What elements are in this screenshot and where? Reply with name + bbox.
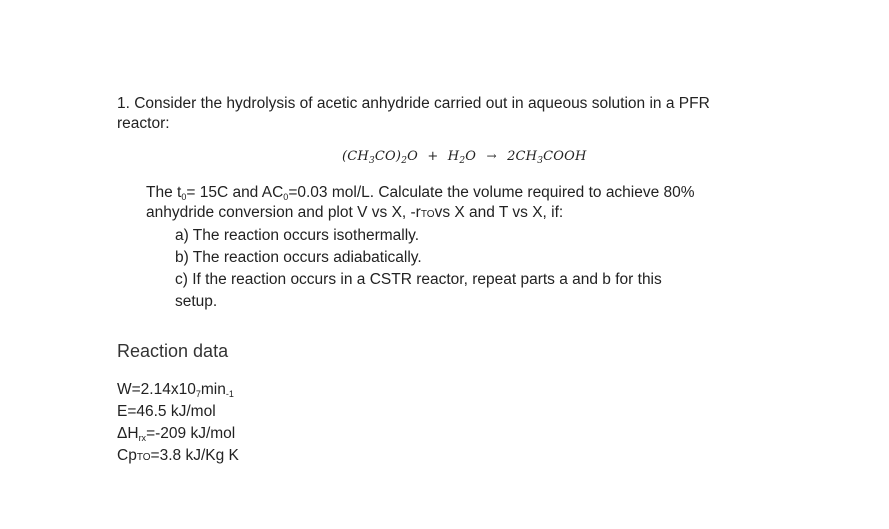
part-b: b) The reaction occurs adiabatically. [175, 249, 422, 266]
given-line-1: The $t_0= 15C$ and $AC_0=0.03$ mol/L. Calculate the volume required to achieve 80% [146, 184, 695, 202]
reaction-equation [342, 146, 587, 171]
question-line-2: reactor: [117, 115, 170, 132]
part-a: a) The reaction occurs isothermally. [175, 227, 420, 244]
eq-plus: + [427, 149, 439, 164]
data-e: E=46.5 kJ/mol [117, 403, 216, 420]
data-cp: CpTO=3.8 kJ/Kg K [117, 447, 239, 464]
part-c-line-1: c) If the reaction occurs in a CSTR reactor, repeat parts a and b for this [175, 271, 662, 288]
reaction-data-heading: Reaction data [117, 341, 229, 361]
eq-reactant-2: $H_2O$ [447, 149, 477, 166]
eq-reactant-1: $(CH_3CO)_2O$ [342, 149, 418, 166]
eq-product: $2CH_3COOH$ [507, 149, 587, 166]
data-delta-h: $\Delta H_{rx}=-209$ kJ/mol [117, 425, 236, 443]
question-line-1: 1. Consider the hydrolysis of acetic anhydride carried out in aqueous solution in a PFR [117, 95, 710, 112]
part-c-line-2: setup. [175, 293, 218, 310]
data-w: $W=2.14x10_7\min_{-1}$ [117, 381, 234, 399]
given-line-2: anhydride conversion and plot V vs X, -rTOvs X and T vs X, if: [146, 204, 564, 221]
arrow-icon: → [486, 149, 497, 163]
